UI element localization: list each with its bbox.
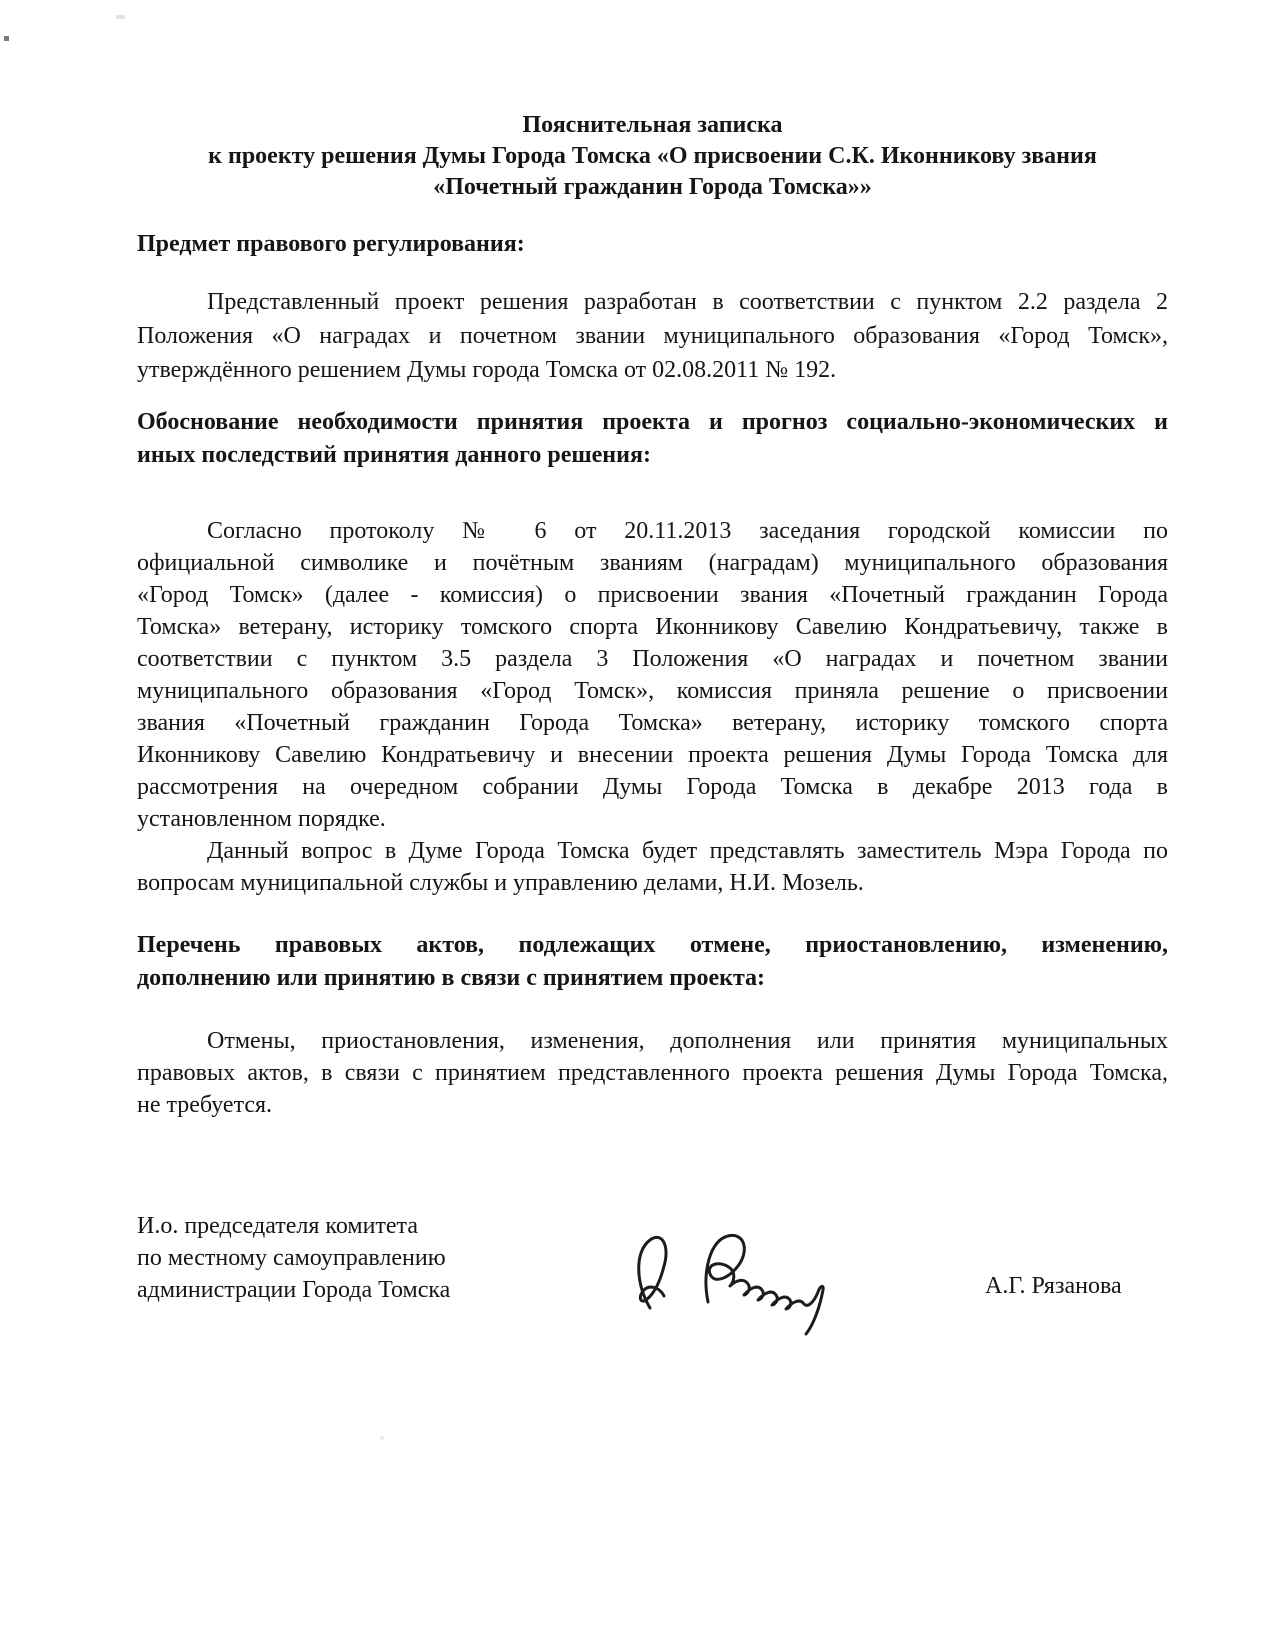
signature-position-line: И.о. председателя комитета xyxy=(137,1213,418,1239)
scan-artifact xyxy=(380,1436,384,1440)
document-title xyxy=(137,110,1168,203)
heading-line: иных последствий принятия данного решения: xyxy=(137,442,651,468)
paragraph-line: вопросам муниципальной службы и управлению делами, Н.И. Мозель. xyxy=(137,870,864,896)
paragraph-line: Согласно протоколу № 6 от 20.11.2013 заседания городской комиссии по xyxy=(207,518,1168,544)
paragraph-line: утверждённого решением Думы города Томска от 02.08.2011 № 192. xyxy=(137,357,837,383)
paragraph-line: звания «Почетный гражданин Города Томска» ветерану, историку томского спорта xyxy=(137,710,1168,736)
paragraph-line: Иконникову Савелию Кондратьевичу и внесении проекта решения Думы Города Томска для xyxy=(137,742,1168,768)
signature-position-line: администрации Города Томска xyxy=(137,1277,451,1303)
title-line: «Почетный гражданин Города Томска»» xyxy=(433,174,872,200)
heading-acts xyxy=(137,929,1168,995)
signer-name: А.Г. Рязанова xyxy=(985,1273,1122,1299)
paragraph-line: рассмотрения на очередном собрании Думы Города Томска в декабре 2013 года в xyxy=(137,774,1168,800)
paragraph-line: соответствии с пунктом 3.5 раздела 3 Положения «О наградах и почетном звании xyxy=(137,646,1168,672)
paragraph-justification xyxy=(137,515,1168,899)
signature-position-line: по местному самоуправлению xyxy=(137,1245,446,1271)
paragraph-acts xyxy=(137,1025,1168,1121)
paragraph-line: Томска» ветерану, историку томского спорта Иконникову Савелию Кондратьевичу, также в xyxy=(137,614,1168,640)
title-line: Пояснительная записка xyxy=(522,112,783,138)
title-line: к проекту решения Думы Города Томска «О присвоении С.К. Иконникову звания xyxy=(208,143,1097,169)
paragraph-line: Отмены, приостановления, изменения, дополнения или принятия муниципальных xyxy=(207,1028,1168,1054)
paragraph-line: не требуется. xyxy=(137,1092,273,1118)
scan-artifact xyxy=(116,15,125,19)
paragraph-line: установленном порядке. xyxy=(137,806,386,832)
paragraph-line: официальной символике и почётным званиям (наградам) муниципального образования xyxy=(137,550,1168,576)
paragraph-line: «Город Томск» (далее - комиссия) о присвоении звания «Почетный гражданин Города xyxy=(137,582,1168,608)
heading-line: Обоснование необходимости принятия проекта и прогноз социально-экономических и xyxy=(137,409,1168,435)
heading-justification xyxy=(137,406,1168,472)
heading-subject xyxy=(137,228,1168,260)
paragraph-line: правовых актов, в связи с принятием представленного проекта решения Думы Города Томска, xyxy=(137,1060,1168,1086)
paragraph-line: муниципального образования «Город Томск», комиссия приняла решение о присвоении xyxy=(137,678,1168,704)
paragraph-subject xyxy=(137,285,1168,387)
scan-artifact xyxy=(4,36,9,41)
signature-position xyxy=(137,1210,657,1306)
heading-line: дополнению или принятию в связи с принятием проекта: xyxy=(137,965,766,991)
paragraph-line: Данный вопрос в Думе Города Томска будет представлять заместитель Мэра Города по xyxy=(207,838,1168,864)
handwritten-signature-icon xyxy=(620,1222,850,1337)
heading-line: Перечень правовых актов, подлежащих отмене, приостановлению, изменению, xyxy=(137,932,1168,958)
heading-line: Предмет правового регулирования: xyxy=(137,231,525,257)
paragraph-line: Представленный проект решения разработан в соответствии с пунктом 2.2 раздела 2 xyxy=(207,289,1168,315)
paragraph-line: Положения «О наградах и почетном звании муниципального образования «Город Томск», xyxy=(137,323,1168,349)
